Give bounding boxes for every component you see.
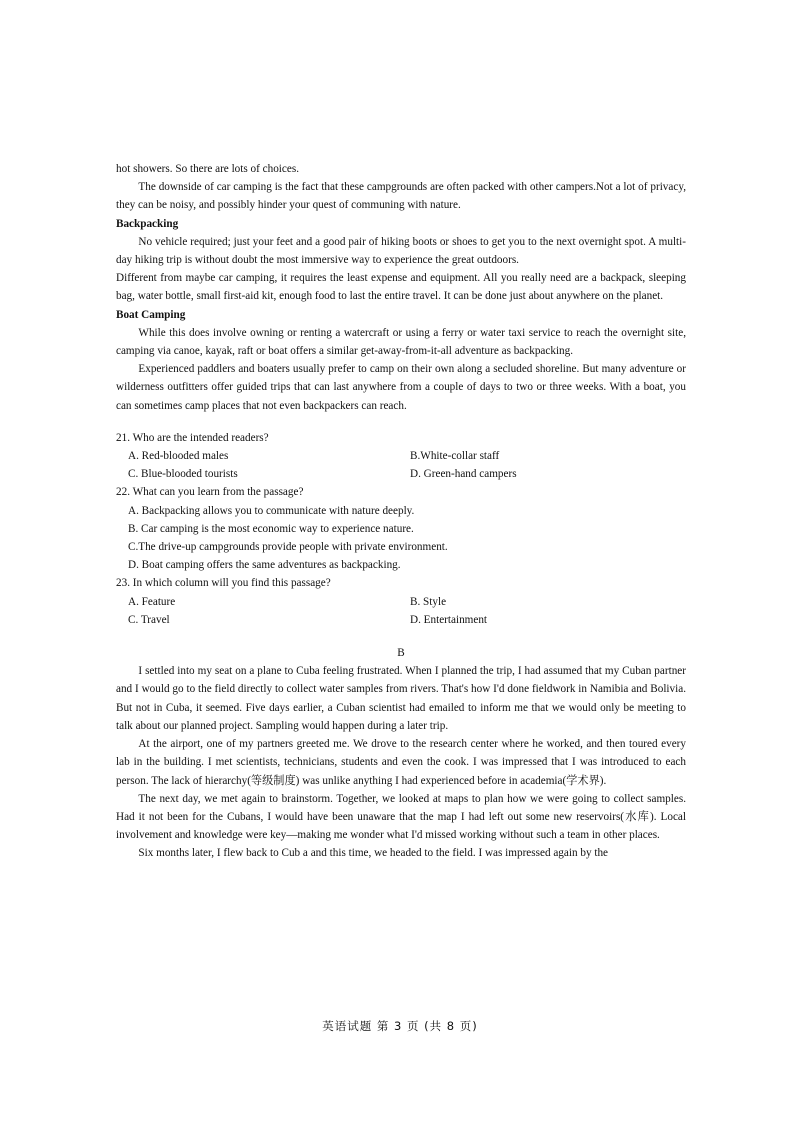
option-22d: D. Boat camping offers the same adventures as backpacking.	[128, 559, 401, 572]
passage-b-paragraph-4: Six months later, I flew back to Cub a and this time, we headed to the field. I was impressed again by the	[138, 847, 609, 860]
option-23c: C. Travel	[128, 613, 170, 626]
car-camping-continuation: hot showers. So there are lots of choices.	[116, 163, 299, 175]
question-23-options-row-2	[116, 611, 686, 629]
boat-camping-paragraph-2: Experienced paddlers and boaters usually prefer to camp on their own along a secluded shoreline. But many adventure or wilderness outfitters offer guided trips that can last anywhere from a couple of days to two or three weeks. With a boat, you can sometimes camp places that not even backpackers can reach.	[116, 363, 686, 412]
option-21d: D. Green-hand campers	[410, 468, 517, 481]
option-23a: A. Feature	[128, 595, 176, 608]
backpacking-heading: Backpacking	[116, 217, 179, 230]
backpacking-paragraph-2: Different from maybe car camping, it requires the least expense and equipment. All you really need are a backpack, sleeping bag, water bottle, small first-aid kit, enough food to last the entire travel. It can be done just about anywhere on the planet.	[116, 272, 686, 303]
option-21c: C. Blue-blooded tourists	[128, 468, 238, 481]
boat-camping-paragraph-1: While this does involve owning or renting a watercraft or using a ferry or water taxi service to reach the overnight site, camping via canoe, kayak, raft or boat offers a similar get-away-from-it-all adventure as backpacking.	[116, 326, 686, 358]
question-21-options-row-2	[116, 465, 686, 483]
option-22c: C.The drive-up campgrounds provide people with private environment.	[128, 541, 448, 554]
passage-b-paragraph-3: The next day, we met again to brainstorm. Together, we looked at maps to plan how we were going to collect samples. Had it not been for the Cubans, I would have been unaware that the map I had left out some new reservoirs(水库). Local involvement and knowledge were key—making me wonder what I'd missed working without such a team in other places.	[116, 792, 686, 842]
car-camping-downside: The downside of car camping is the fact that these campgrounds are often packed with other campers.Not a lot of privacy, they can be noisy, and possibly hinder your quest of communing with nature.	[116, 181, 686, 212]
question-23: 23. In which column will you find this passage?	[116, 577, 331, 590]
question-21-options-row-1	[116, 447, 686, 465]
backpacking-paragraph-1: No vehicle required; just your feet and a good pair of hiking boots or shoes to get you to the next overnight spot. A multi-day hiking trip is without doubt the most immersive way to experience the great outdoors.	[116, 235, 686, 267]
page-footer: 英语试题 第 3 页 (共 8 页)	[322, 1019, 478, 1033]
question-23-options-row-1	[116, 593, 686, 611]
passage-b-paragraph-2: At the airport, one of my partners greeted me. We drove to the research center where he worked, and then toured every lab in the building. I met scientists, technicians, students and even the cook. I was impressed that I was introduced to each person. The lack of hierarchy(等级制度) was unlike anything I had experienced before in academia(学术界).	[116, 738, 686, 787]
question-21: 21. Who are the intended readers?	[116, 431, 269, 444]
option-23d: D. Entertainment	[410, 613, 488, 626]
option-23b: B. Style	[410, 595, 447, 608]
passage-b-label: B	[397, 647, 405, 660]
boat-camping-heading: Boat Camping	[116, 308, 186, 321]
option-21b: B.White-collar staff	[410, 450, 500, 463]
option-22b: B. Car camping is the most economic way to experience nature.	[128, 522, 414, 535]
option-21a: A. Red-blooded males	[128, 450, 229, 463]
option-22a: A. Backpacking allows you to communicate with nature deeply.	[128, 504, 415, 517]
page-body	[116, 160, 686, 863]
question-22: 22. What can you learn from the passage?	[116, 486, 304, 499]
passage-b-paragraph-1: I settled into my seat on a plane to Cuba feeling frustrated. When I planned the trip, I had assumed that my Cuban partner and I would go to the field directly to collect water samples from rivers. That's how I'd done fieldwork in Namibia and Bolivia. But not in Cuba, it seemed. Five days earlier, a Cuban scientist had emailed to inform me that we would only be meeting to talk about our planned project. Sampling would happen during a later trip.	[116, 665, 686, 732]
